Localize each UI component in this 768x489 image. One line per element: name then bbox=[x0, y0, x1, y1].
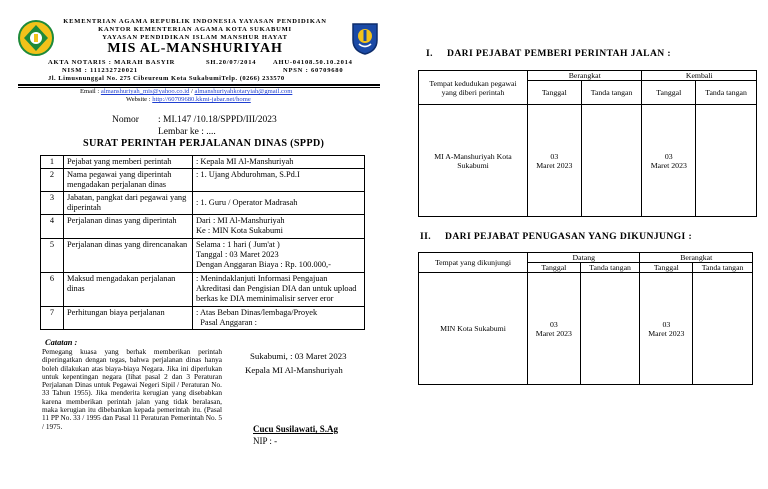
row-label: Perjalanan dinas yang diperintah bbox=[64, 215, 193, 239]
col-place-header: Tempat yang dikunjungi bbox=[419, 253, 528, 273]
table-row bbox=[419, 273, 753, 385]
email-link-2[interactable]: almanshuriyahkotaryiah@gmail.com bbox=[194, 88, 293, 95]
website-link[interactable]: http://60709680.kkmi-jabar.net/home bbox=[152, 96, 251, 103]
value-line: Tanggal : 03 Maret 2023 bbox=[196, 250, 279, 259]
value-line: Selama : 1 hari ( Jum'at ) bbox=[196, 240, 280, 249]
section-2-title: DARI PEJABAT PENUGASAN YANG DIKUNJUNGI : bbox=[445, 231, 693, 242]
section-2-table bbox=[418, 252, 753, 385]
section-1-table bbox=[418, 70, 757, 217]
row-value bbox=[193, 215, 365, 239]
col-tanggal-header: Tanggal bbox=[642, 81, 696, 105]
row-value bbox=[193, 307, 365, 330]
table-header-row bbox=[419, 71, 757, 81]
table-row bbox=[41, 307, 365, 330]
place-cell: MI A-Manshuriyah Kota Sukabumi bbox=[419, 105, 528, 217]
date-day: 03 bbox=[550, 151, 559, 161]
col-tanggal-header: Tanggal bbox=[528, 263, 581, 273]
table-row bbox=[41, 169, 365, 192]
table-row bbox=[41, 273, 365, 307]
col-berangkat-header: Berangkat bbox=[640, 253, 753, 263]
date-month-year: Maret 2023 bbox=[648, 328, 685, 338]
row-number: 7 bbox=[41, 307, 64, 330]
col-ttd-header: Tanda tangan bbox=[693, 263, 753, 273]
table-row bbox=[419, 105, 757, 217]
signature-cell bbox=[693, 273, 753, 385]
place-cell: MIN Kota Sukabumi bbox=[419, 273, 528, 385]
npsn: NPSN : 60709680 bbox=[283, 67, 344, 74]
value-line: Ke : MIN Kota Sukabumi bbox=[196, 226, 283, 235]
email-label: Email : bbox=[80, 88, 100, 95]
table-row bbox=[41, 215, 365, 239]
row-number: 6 bbox=[41, 273, 64, 307]
value-line: Dari : MI Al-Manshuriyah bbox=[196, 216, 285, 225]
row-number: 3 bbox=[41, 192, 64, 215]
row-label: Jabatan, pangkat dari pegawai yang diperintah bbox=[64, 192, 193, 215]
catatan-body: Pemegang kuasa yang berhak memberikan perintah diperingatkan dengan tegas, bahwa perjalanan dinas hanya boleh dilakukan atas biaya-biaya Negara. Jika ini diperlukan untuk kepentingan negara (lihat pasal 2 dan 3 Peraturan Perjalanan Dinas untuk Pegawai Negeri Sipil / Peraturan No. 33 Tahun 1955). Jika menderita kerugian yang disebabkan karena memberikan perintah jalan yang tidak beralasan, maka kerugian itu dibebankan kepada pemerintah itu. (Pasal 11 PP No. 33 / 1995 dan Pasal 11 Peraturan Pemerintah No. 5 / 1975. bbox=[42, 347, 222, 431]
website-label: Website : bbox=[126, 96, 151, 103]
date-month-year: Maret 2023 bbox=[650, 160, 687, 170]
website-line bbox=[126, 96, 251, 103]
date-cell bbox=[528, 105, 582, 217]
date-month-year: Maret 2023 bbox=[536, 160, 573, 170]
row-label: Maksud mengadakan perjalanan dinas bbox=[64, 273, 193, 307]
ahu-number: AHU-04108.50.10.2014 bbox=[273, 59, 353, 66]
kop-line-2: KANTOR KEMENTERIAN AGAMA KOTA SUKABUMI bbox=[98, 26, 292, 33]
lembar-ke: Lembar ke : .... bbox=[158, 127, 216, 137]
signature-cell bbox=[581, 105, 642, 217]
signatory-nip: NIP : - bbox=[253, 436, 278, 446]
section-1-roman: I. bbox=[426, 48, 433, 59]
row-label: Nama pegawai yang diperintah mengadakan perjalanan dinas bbox=[64, 169, 193, 192]
school-name: MIS AL-MANSHURIYAH bbox=[107, 41, 283, 56]
sign-position: Kepala MI Al-Manshuriyah bbox=[245, 365, 343, 375]
section-2-roman: II. bbox=[420, 231, 432, 242]
row-value bbox=[193, 239, 365, 273]
row-value: : 1. Ujang Abdurohman, S.Pd.I bbox=[193, 169, 365, 192]
row-label: Perjalanan dinas yang direncanakan bbox=[64, 239, 193, 273]
table-row bbox=[41, 239, 365, 273]
value-line: : Atas Beban Dinas/lembaga/Proyek bbox=[196, 308, 318, 317]
document-title: SURAT PERINTAH PERJALANAN DINAS (SPPD) bbox=[83, 138, 325, 149]
signature-cell bbox=[580, 273, 640, 385]
school-emblem bbox=[347, 20, 383, 56]
email-link-1[interactable]: almanshuriyah_mis@yahoo.co.id bbox=[100, 88, 190, 95]
date-day: 03 bbox=[664, 151, 673, 161]
row-number: 2 bbox=[41, 169, 64, 192]
kop-line-1: KEMENTRIAN AGAMA REPUBLIK INDONESIA YAYASAN PENDIDIKAN bbox=[63, 18, 327, 25]
date-day: 03 bbox=[549, 319, 558, 329]
email-separator: / bbox=[191, 88, 193, 95]
signature-cell bbox=[696, 105, 757, 217]
row-label: Perhitungan biaya perjalanan bbox=[64, 307, 193, 330]
sign-place-date: Sukabumi, : 03 Maret 2023 bbox=[250, 351, 347, 361]
email-line bbox=[80, 88, 292, 95]
nomor-value: : MI.147 /10.18/SPPD/III/2023 bbox=[158, 115, 277, 125]
col-datang-header: Datang bbox=[528, 253, 640, 263]
table-row bbox=[41, 156, 365, 169]
col-ttd-header: Tanda tangan bbox=[696, 81, 757, 105]
date-cell bbox=[640, 273, 693, 385]
date-day: 03 bbox=[662, 319, 671, 329]
date-cell bbox=[642, 105, 696, 217]
sh-number: SH.20/07/2014 bbox=[206, 59, 257, 66]
row-number: 4 bbox=[41, 215, 64, 239]
row-value: : Kepala MI Al-Manshuriyah bbox=[193, 156, 365, 169]
signatory-name: Cucu Susilawati, S.Ag bbox=[253, 424, 339, 434]
col-ttd-header: Tanda tangan bbox=[580, 263, 640, 273]
table-header-row bbox=[419, 253, 753, 263]
akta-notaris: AKTA NOTARIS : MARAH BASYIR bbox=[48, 59, 176, 66]
col-kembali-header: Kembali bbox=[642, 71, 757, 81]
col-place-header: Tempat kedudukan pegawai yang diberi perintah bbox=[419, 71, 528, 105]
nomor-label: Nomor bbox=[112, 115, 139, 125]
col-tanggal-header: Tanggal bbox=[528, 81, 582, 105]
col-berangkat-header: Berangkat bbox=[528, 71, 642, 81]
row-label: Pejabat yang memberi perintah bbox=[64, 156, 193, 169]
catatan-title: Catatan : bbox=[45, 338, 78, 347]
nism: NISM : 111232720021 bbox=[62, 67, 138, 74]
date-month-year: Maret 2023 bbox=[535, 328, 572, 338]
row-number: 5 bbox=[41, 239, 64, 273]
value-line: Pasal Anggaran : bbox=[196, 318, 257, 327]
col-tanggal-header: Tanggal bbox=[640, 263, 693, 273]
date-cell bbox=[528, 273, 581, 385]
sppd-table bbox=[40, 155, 365, 330]
section-1-title: DARI PEJABAT PEMBERI PERINTAH JALAN : bbox=[447, 48, 672, 59]
row-value: : 1. Guru / Operator Madrasah bbox=[193, 192, 365, 215]
kop-line-3: YAYASAN PENDIDIKAN ISLAM MANSHUR HAYAT bbox=[102, 34, 288, 41]
row-number: 1 bbox=[41, 156, 64, 169]
value-line: Dengan Anggaran Biaya : Rp. 100.000,- bbox=[196, 260, 331, 269]
table-row bbox=[41, 192, 365, 215]
row-value: : Menindaklanjuti Informasi Pengajuan Akreditasi dan Pengisian DIA dan untuk upload berkas ke DIA meminimalisir server eror bbox=[193, 273, 365, 307]
col-ttd-header: Tanda tangan bbox=[581, 81, 642, 105]
address: Jl. Limusnunggal No. 275 Cibeureum Kota SukabumiTelp. (0266) 233570 bbox=[48, 75, 285, 82]
